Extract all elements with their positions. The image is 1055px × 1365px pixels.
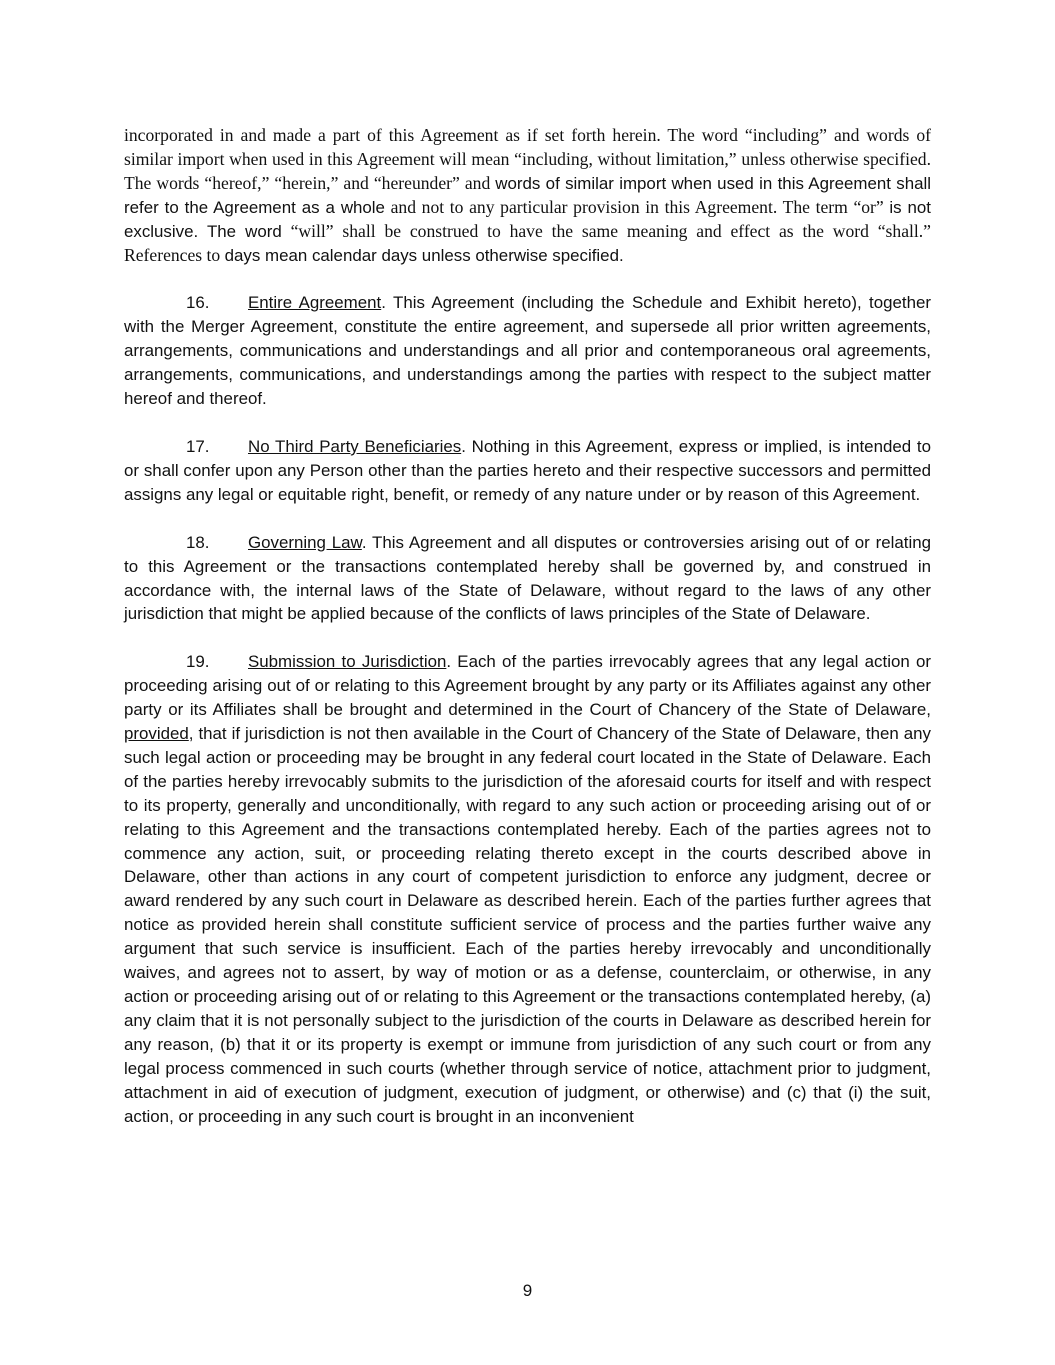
page-number: 9 <box>522 1281 533 1300</box>
section-heading: Entire Agreement <box>248 293 382 313</box>
intro-paragraph <box>124 124 931 267</box>
intro-text-serif-2: and not to any particular provision in this Agreement. The term “or” <box>390 196 884 217</box>
section-number: 16. <box>186 293 210 313</box>
section-number: 17. <box>186 436 210 456</box>
provided-underlined: provided <box>124 724 189 744</box>
section-body: . This Agreement and all disputes or controversies arising out of or relating to this Agreement or the transactions contemplated hereby shall be governed by, and construed in accordance with, the internal laws of the State of Delaware, without regard to the laws of any other jurisdiction that might be applied because of the conflicts of laws principles of the State of Delaware. <box>124 532 931 624</box>
section-heading: No Third Party Beneficiaries <box>248 436 462 456</box>
section-17-paragraph <box>124 435 931 507</box>
intro-text-sans-1: words of similar import when used in this Agreement shall refer to the Agreement as a whole <box>124 173 931 217</box>
intro-text-serif: incorporated in and made a part of this Agreement as if set forth herein. The word “including” and words of similar import when used in this Agreement will mean “including, without limitation,” unless otherwise specified. The words “hereof,” “herein,” and “hereunder” and <box>124 125 931 193</box>
section-16-paragraph <box>124 291 931 411</box>
document-page <box>124 124 931 1128</box>
section-body: . This Agreement (including the Schedule and Exhibit hereto), together with the Merger Agreement, constitute the entire agreement, and supersede all prior written agreements, arrangements, communications and understandings and all prior and contemporaneous oral agreements, arrangements, communications, and understandings among the parties with respect to the subject matter hereof and thereof. <box>124 293 932 409</box>
section-body-part-1: . Each of the parties irrevocably agrees that any legal action or proceeding arising out of or relating to this Agreement brought by any party or its Affiliates against any other party or its Affiliates shall be brought and determined in the Court of Chancery of the State of Delaware, <box>124 652 931 720</box>
section-18-paragraph <box>124 531 931 627</box>
section-number: 18. <box>186 532 210 552</box>
intro-text-sans-3: days mean calendar days unless otherwise specified. <box>224 245 624 265</box>
section-body: . Nothing in this Agreement, express or implied, is intended to or shall confer upon any Person other than the parties hereto and their respective successors and permitted assigns any legal or equitable right, benefit, or remedy of any nature under or by reason of this Agreement. <box>124 436 931 504</box>
section-19-paragraph <box>124 650 931 1128</box>
intro-text-serif-3: “will” shall be construed to have the same meaning and effect as the word “shall.” References to <box>124 220 931 265</box>
section-heading: Submission to Jurisdiction <box>248 652 447 672</box>
section-number: 19. <box>186 652 210 672</box>
intro-text-sans-2: is not exclusive. The word <box>124 197 931 241</box>
section-body-part-2: , that if jurisdiction is not then available in the Court of Chancery of the State of Delaware, then any such legal action or proceeding may be brought in any federal court located in the State of Delaware. Each of the parties hereby irrevocably submits to the jurisdiction of the aforesaid courts for itself and with respect to its property, generally and unconditionally, with regard to any such action or proceeding arising out of or relating to this Agreement and the transactions contemplated hereby. Each of the parties agrees not to commence any action, suit, or proceeding relating thereto except in the courts described above in Delaware, other than actions in any court of competent jurisdiction to enforce any judgment, decree or award rendered by any such court in Delaware as described herein. Each of the parties further agrees that notice as provided herein shall constitute sufficient service of process and the parties further waive any argument that such service is insufficient. Each of the parties hereby irrevocably and unconditionally waives, and agrees not to assert, by way of motion or as a defense, counterclaim, or otherwise, in any action or proceeding arising out of or relating to this Agreement or the transactions contemplated hereby, (a) any claim that it is not personally subject to the jurisdiction of the courts in Delaware as described herein for any reason, (b) that it or its property is exempt or immune from jurisdiction of any such court or from any legal process commenced in such courts (whether through service of notice, attachment prior to judgment, attachment in aid of execution of judgment, execution of judgment, or otherwise) and (c) that (i) the suit, action, or proceeding in any such court is brought in an inconvenient <box>124 724 931 1126</box>
section-heading: Governing Law <box>248 532 362 552</box>
